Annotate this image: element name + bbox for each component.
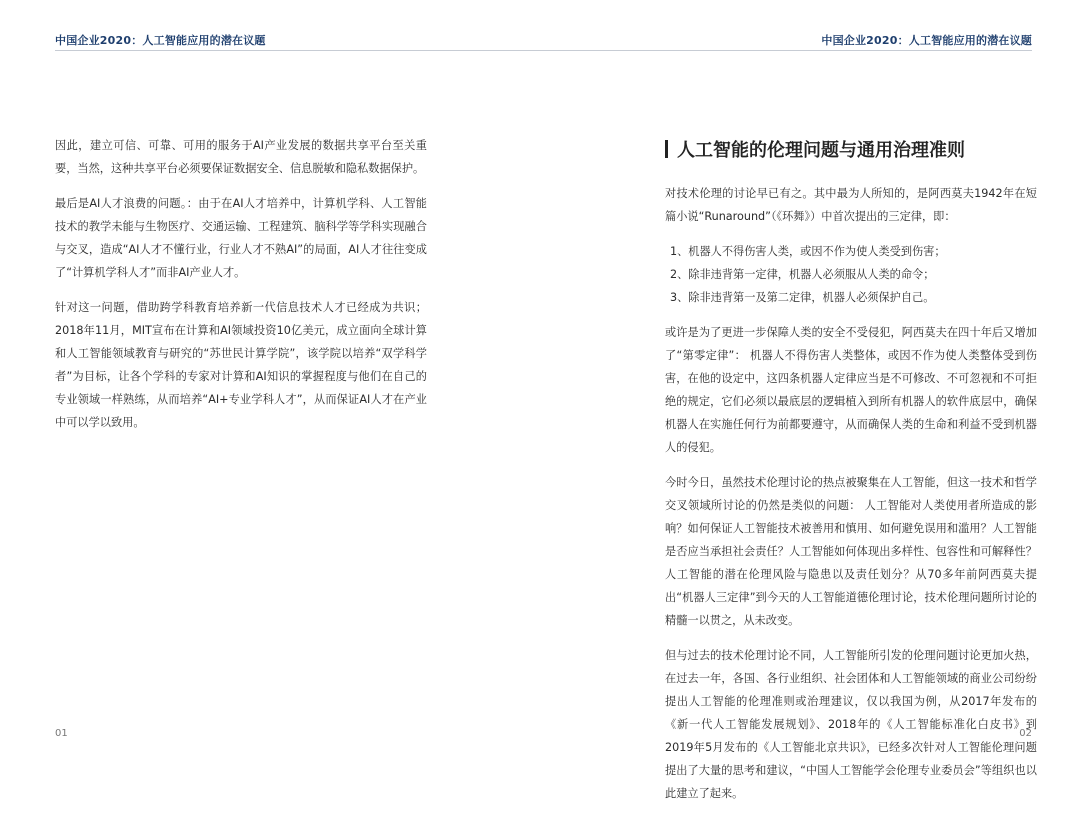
list-item: 3、除非违背第一及第二定律，机器人必须保护自己。 bbox=[670, 291, 935, 304]
running-head-right: 中国企业2020：人工智能应用的潜在议题 bbox=[821, 34, 1032, 47]
header-rule-left bbox=[55, 50, 540, 51]
right-body-text bbox=[665, 182, 1037, 817]
header-rule-right bbox=[540, 50, 1032, 51]
page-number-right: 02 bbox=[1019, 728, 1032, 739]
list-item: 2、除非违背第一定律，机器人必须服从人类的命令； bbox=[670, 268, 935, 281]
intro-paragraph: 对技术伦理的讨论早已有之。其中最为人所知的，是阿西莫夫1942年在短篇小说“Runaround”（《环舞》）中首次提出的三定律，即： bbox=[665, 187, 1037, 223]
heading-bar-icon bbox=[665, 140, 668, 158]
right-page bbox=[540, 0, 1080, 800]
three-laws-list bbox=[665, 240, 1037, 309]
page-number-left: 01 bbox=[55, 728, 68, 739]
body-paragraph: 因此，建立可信、可靠、可用的服务于AI产业发展的数据共享平台至关重要，当然，这种共享平台必须要保证数据安全、信息脱敏和隐私数据保护。 bbox=[55, 139, 427, 175]
body-paragraph: 针对这一问题，借助跨学科教育培养新一代信息技术人才已经成为共识；2018年11月，MIT宣布在计算和AI领域投资10亿美元，成立面向全球计算和人工智能领域教育与研究的“苏世民计算学院”，该学院以培养“双学科学者”为目标，让各个学科的专家对计算和AI知识的掌握程度与他们在自己的专业领域一样熟练，从而培养“AI+专业学科人才”，从而保证AI人才在产业中可以学以致用。 bbox=[55, 301, 427, 429]
body-paragraph: 最后是AI人才浪费的问题。：由于在AI人才培养中，计算机学科、人工智能技术的教学未能与生物医疗、交通运输、工程建筑、脑科学等学科实现融合与交叉，造成“AI人才不懂行业，行业人才不熟AI”的局面，AI人才往往变成了“计算机学科人才”而非AI产业人才。 bbox=[55, 197, 427, 279]
list-item: 1、机器人不得伤害人类，或因不作为使人类受到伤害； bbox=[670, 245, 946, 258]
body-paragraph: 或许是为了更进一步保障人类的安全不受侵犯，阿西莫夫在四十年后又增加了“第零定律”： 机器人不得伤害人类整体，或因不作为使人类整体受到伤害，在他的设定中，这四条机器人定律应当是不可修改、不可忽视和不可拒绝的规定，它们必须以最底层的逻辑植入到所有机器人的软件底层中，确保机器人在实施任何行为前都要遵守，从而确保人类的生命和利益不受到机器人的侵犯。 bbox=[665, 326, 1037, 454]
left-body-text bbox=[55, 134, 427, 446]
section-heading bbox=[665, 136, 965, 162]
section-heading-text: 人工智能的伦理问题与通用治理准则 bbox=[677, 140, 965, 161]
left-page bbox=[0, 0, 540, 764]
running-head-left: 中国企业2020：人工智能应用的潜在议题 bbox=[55, 34, 266, 47]
body-paragraph: 但与过去的技术伦理讨论不同，人工智能所引发的伦理问题讨论更加火热，在过去一年，各国、各行业组织、社会团体和人工智能领域的商业公司纷纷提出人工智能的伦理准则或治理建议，仅以我国为例，从2017年发布的《新一代人工智能发展规划》、2018年的《人工智能标准化白皮书》到2019年5月发布的《人工智能北京共识》，已经多次针对人工智能伦理问题提出了大量的思考和建议，“中国人工智能学会伦理专业委员会”等组织也以此建立了起来。 bbox=[665, 649, 1037, 800]
body-paragraph: 今时今日，虽然技术伦理讨论的热点被聚集在人工智能，但这一技术和哲学交叉领域所讨论的仍然是类似的问题： 人工智能对人类使用者所造成的影响？如何保证人工智能技术被善用和慎用、如何避免误用和滥用？人工智能是否应当承担社会责任？人工智能如何体现出多样性、包容性和可解释性？人工智能的潜在伦理风险与隐患以及责任划分？从70多年前阿西莫夫提出“机器人三定律”到今天的人工智能道德伦理讨论，技术伦理问题所讨论的精髓一以贯之，从未改变。 bbox=[665, 476, 1037, 627]
